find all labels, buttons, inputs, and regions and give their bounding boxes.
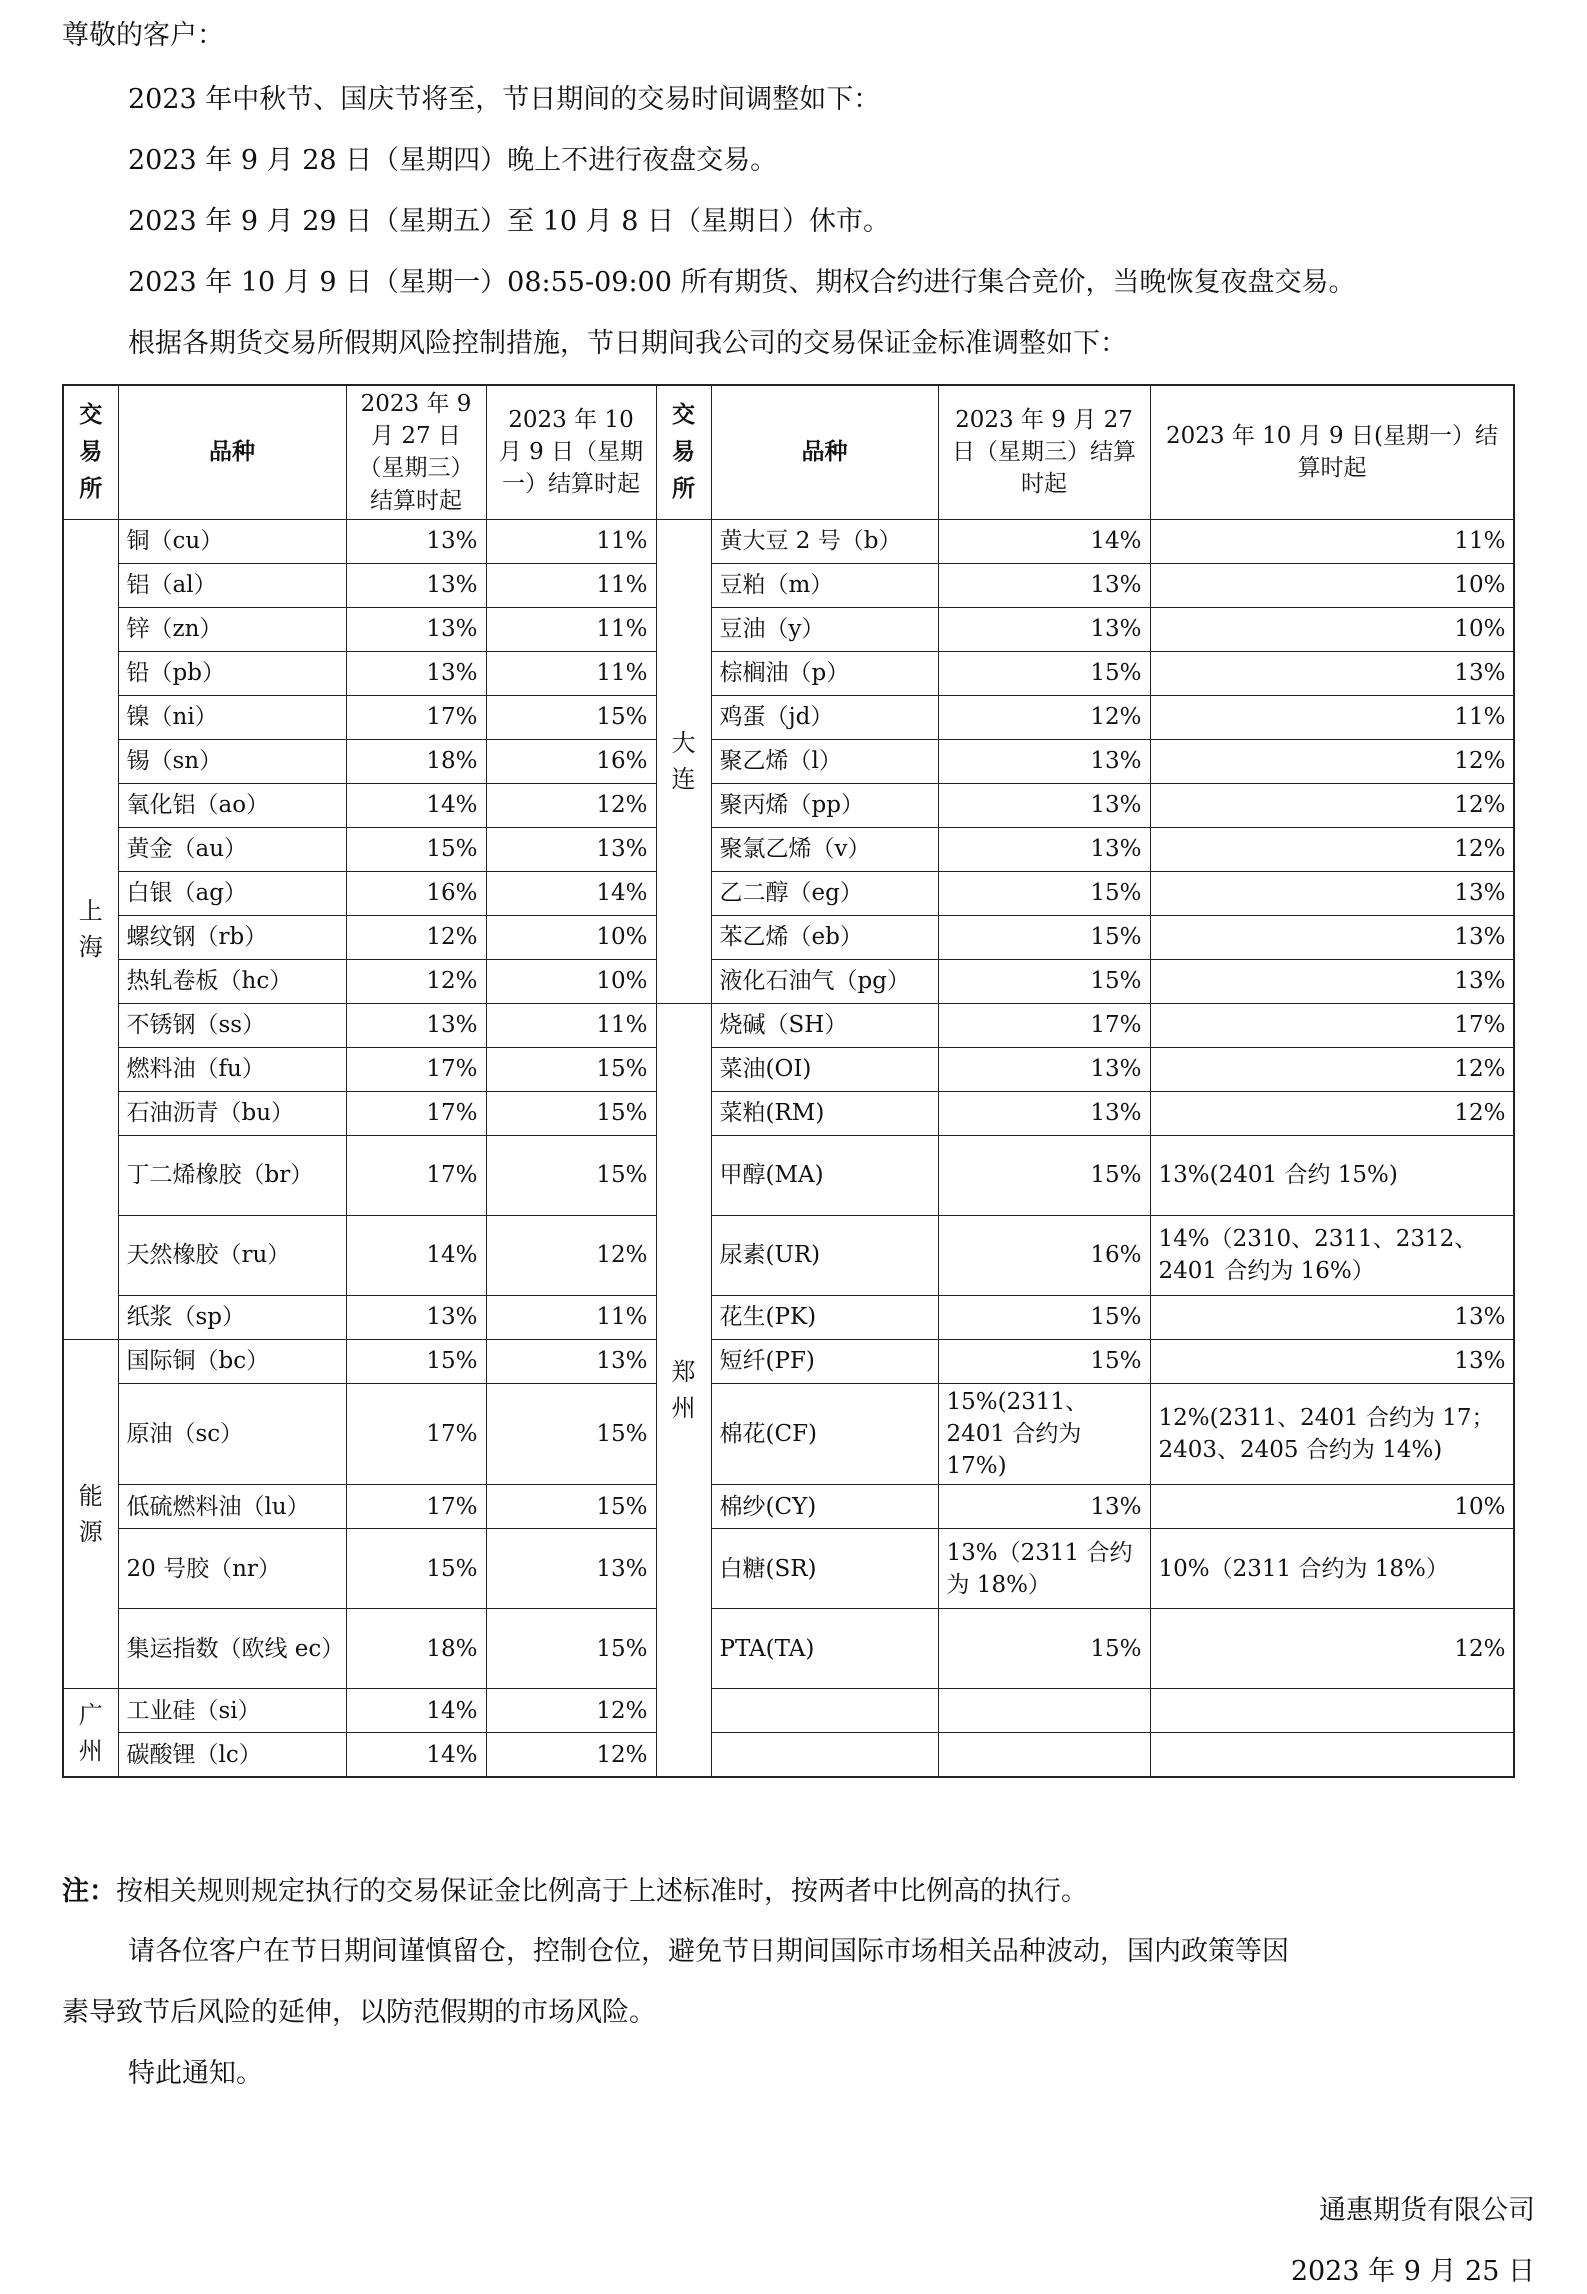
margin-cell: 11% [486, 1003, 656, 1047]
margin-cell: 15% [938, 959, 1150, 1003]
product-cell: 镍（ni） [118, 695, 346, 739]
product-cell: 短纤(PF) [711, 1339, 938, 1383]
product-cell: 锡（sn） [118, 739, 346, 783]
table-row [63, 607, 1514, 651]
margin-cell: 13% [1150, 651, 1514, 695]
product-cell: 聚乙烯（l） [711, 739, 938, 783]
table-row [63, 695, 1514, 739]
margin-cell: 14% [346, 783, 486, 827]
margin-cell: 11% [486, 519, 656, 563]
exchange-cell: 广州 [63, 1689, 118, 1778]
product-cell: 尿素(UR) [711, 1215, 938, 1295]
intro-paragraph: 2023 年中秋节、国庆节将至，节日期间的交易时间调整如下： [128, 84, 881, 115]
table-row [63, 1529, 1514, 1609]
header-oct9: 2023 年 10 月 9 日(星期一）结算时起 [1150, 385, 1514, 519]
margin-cell: 14% [938, 519, 1150, 563]
margin-cell: 11% [486, 1295, 656, 1339]
advice-line: 请各位客户在节日期间谨慎留仓，控制仓位，避免节日期间国际市场相关品种波动，国内政策等因 [128, 1936, 1289, 1967]
margin-cell: 14% [486, 871, 656, 915]
note-text: 按相关规则规定执行的交易保证金比例高于上述标准时，按两者中比例高的执行。 [116, 1876, 1088, 1907]
margin-table [62, 384, 1515, 1778]
advice-line: 素导致节后风险的延伸，以防范假期的市场风险。 [62, 1997, 656, 2028]
table-row [63, 915, 1514, 959]
margin-cell: 13% [938, 1485, 1150, 1529]
margin-cell: 15% [486, 1383, 656, 1485]
table-row [63, 1609, 1514, 1689]
schedule-line: 2023 年 9 月 28 日（星期四）晚上不进行夜盘交易。 [128, 145, 778, 176]
margin-cell: 17% [346, 1135, 486, 1215]
margin-cell: 14% [346, 1689, 486, 1733]
margin-cell: 11% [486, 607, 656, 651]
notice-date: 2023 年 9 月 25 日 [1290, 2256, 1535, 2287]
margin-cell: 13% [938, 563, 1150, 607]
product-cell: 丁二烯橡胶（br） [118, 1135, 346, 1215]
margin-cell: 14% [346, 1733, 486, 1778]
product-cell: PTA(TA) [711, 1609, 938, 1689]
product-cell: 聚丙烯（pp） [711, 783, 938, 827]
margin-cell: 13% [938, 783, 1150, 827]
product-cell: 铝（al） [118, 563, 346, 607]
margin-cell: 17% [346, 1383, 486, 1485]
product-cell: 豆油（y） [711, 607, 938, 651]
margin-cell: 13% [346, 1295, 486, 1339]
margin-cell: 17% [1150, 1003, 1514, 1047]
margin-cell: 10% [486, 959, 656, 1003]
product-cell: 工业硅（si） [118, 1689, 346, 1733]
margin-cell: 13% [346, 563, 486, 607]
table-row [63, 871, 1514, 915]
margin-cell: 12% [346, 959, 486, 1003]
margin-cell: 13% [1150, 871, 1514, 915]
margin-cell: 13% [346, 607, 486, 651]
margin-cell: 11% [1150, 519, 1514, 563]
margin-cell: 10% [1150, 607, 1514, 651]
product-cell: 集运指数（欧线 ec） [118, 1609, 346, 1689]
table-row [63, 1215, 1514, 1295]
schedule-line: 2023 年 10 月 9 日（星期一）08:55-09:00 所有期货、期权合约进行集合竞价，当晚恢复夜盘交易。 [128, 267, 1356, 298]
product-cell: 鸡蛋（jd） [711, 695, 938, 739]
table-row [63, 651, 1514, 695]
table-row [63, 1689, 1514, 1733]
margin-cell: 12% [486, 1215, 656, 1295]
margin-cell: 13% [1150, 1295, 1514, 1339]
product-cell: 白糖(SR) [711, 1529, 938, 1609]
margin-cell: 12% [1150, 739, 1514, 783]
margin-cell: 18% [346, 1609, 486, 1689]
table-row [63, 783, 1514, 827]
margin-cell: 13% [1150, 1339, 1514, 1383]
table-header-row [63, 385, 1514, 519]
margin-cell: 15% [938, 1295, 1150, 1339]
margin-cell: 17% [938, 1003, 1150, 1047]
table-row [63, 1485, 1514, 1529]
table-row [63, 1383, 1514, 1485]
margin-cell: 15% [486, 695, 656, 739]
margin-cell: 13% [938, 1091, 1150, 1135]
margin-cell: 13% [486, 827, 656, 871]
margin-cell: 13% [938, 607, 1150, 651]
exchange-cell [711, 1689, 938, 1733]
product-cell: 石油沥青（bu） [118, 1091, 346, 1135]
margin-cell: 15% [346, 1529, 486, 1609]
margin-cell: 17% [346, 1047, 486, 1091]
table-row [63, 1091, 1514, 1135]
product-cell: 棉纱(CY) [711, 1485, 938, 1529]
product-cell: 花生(PK) [711, 1295, 938, 1339]
product-cell: 纸浆（sp） [118, 1295, 346, 1339]
margin-cell: 12% [486, 1689, 656, 1733]
margin-cell: 15%(2311、2401 合约为 17%) [938, 1383, 1150, 1485]
margin-cell: 16% [486, 739, 656, 783]
margin-cell: 12% [1150, 1091, 1514, 1135]
header-sep27: 2023 年 9 月 27 日（星期三）结算时起 [938, 385, 1150, 519]
margin-cell [1150, 1733, 1514, 1778]
product-cell: 黄金（au） [118, 827, 346, 871]
margin-cell: 17% [346, 1091, 486, 1135]
margin-cell: 17% [346, 1485, 486, 1529]
product-cell: 苯乙烯（eb） [711, 915, 938, 959]
product-cell: 原油（sc） [118, 1383, 346, 1485]
header-product: 品种 [711, 385, 938, 519]
margin-cell: 15% [938, 651, 1150, 695]
margin-cell: 15% [938, 871, 1150, 915]
margin-cell: 12% [486, 1733, 656, 1778]
table-row [63, 1135, 1514, 1215]
margin-cell: 15% [486, 1135, 656, 1215]
product-cell: 白银（ag） [118, 871, 346, 915]
margin-cell: 15% [486, 1047, 656, 1091]
table-row [63, 739, 1514, 783]
exchange-cell: 大连 [656, 519, 711, 1003]
greeting: 尊敬的客户： [62, 20, 224, 51]
margin-cell: 13% [486, 1339, 656, 1383]
margin-cell: 16% [346, 871, 486, 915]
table-row [63, 1003, 1514, 1047]
margin-cell: 15% [938, 915, 1150, 959]
product-cell: 液化石油气（pg） [711, 959, 938, 1003]
product-cell [938, 1689, 1150, 1733]
margin-cell: 12%(2311、2401 合约为 17；2403、2405 合约为 14%) [1150, 1383, 1514, 1485]
product-cell: 乙二醇（eg） [711, 871, 938, 915]
company-signature: 通惠期货有限公司 [1319, 2195, 1535, 2226]
product-cell: 棕榈油（p） [711, 651, 938, 695]
product-cell: 锌（zn） [118, 607, 346, 651]
margin-cell: 11% [486, 563, 656, 607]
margin-cell: 15% [486, 1091, 656, 1135]
margin-cell: 15% [486, 1609, 656, 1689]
margin-cell: 12% [1150, 1047, 1514, 1091]
table-row [63, 959, 1514, 1003]
margin-cell: 13% [346, 651, 486, 695]
note [62, 1878, 1088, 1905]
product-cell: 棉花(CF) [711, 1383, 938, 1485]
margin-cell: 15% [938, 1339, 1150, 1383]
margin-cell: 12% [1150, 783, 1514, 827]
margin-cell: 13%(2401 合约 15%) [1150, 1135, 1514, 1215]
margin-cell: 15% [346, 1339, 486, 1383]
margin-cell: 13% [938, 1047, 1150, 1091]
table-body [63, 519, 1514, 1777]
product-cell: 氧化铝（ao） [118, 783, 346, 827]
header-sep27: 2023 年 9 月 27 日（星期三）结算时起 [346, 385, 486, 519]
exchange-cell: 上海 [63, 519, 118, 1339]
product-cell: 菜油(OI) [711, 1047, 938, 1091]
table-row [63, 1733, 1514, 1778]
product-cell: 低硫燃料油（lu） [118, 1485, 346, 1529]
product-cell: 烧碱（SH） [711, 1003, 938, 1047]
margin-cell: 15% [346, 827, 486, 871]
product-cell: 铜（cu） [118, 519, 346, 563]
margin-cell: 13%（2311 合约为 18%） [938, 1529, 1150, 1609]
table-row [63, 1047, 1514, 1091]
margin-cell: 18% [346, 739, 486, 783]
header-oct9: 2023 年 10 月 9 日（星期一）结算时起 [486, 385, 656, 519]
margin-cell: 13% [346, 1003, 486, 1047]
margin-cell: 16% [938, 1215, 1150, 1295]
margin-cell: 15% [486, 1485, 656, 1529]
product-cell: 铅（pb） [118, 651, 346, 695]
margin-cell: 10% [486, 915, 656, 959]
margin-intro: 根据各期货交易所假期风险控制措施，节日期间我公司的交易保证金标准调整如下： [128, 328, 1127, 359]
table-row [63, 519, 1514, 563]
table-row [63, 563, 1514, 607]
product-cell: 豆粕（m） [711, 563, 938, 607]
margin-cell: 13% [346, 519, 486, 563]
margin-cell: 10% [1150, 1485, 1514, 1529]
table-row [63, 827, 1514, 871]
margin-cell: 13% [486, 1529, 656, 1609]
product-cell [938, 1733, 1150, 1778]
margin-cell: 10%（2311 合约为 18%） [1150, 1529, 1514, 1609]
margin-cell: 17% [346, 695, 486, 739]
product-cell: 螺纹钢（rb） [118, 915, 346, 959]
margin-cell: 12% [486, 783, 656, 827]
exchange-cell: 郑州 [656, 1003, 711, 1777]
product-cell: 天然橡胶（ru） [118, 1215, 346, 1295]
closing: 特此通知。 [128, 2058, 263, 2089]
product-cell: 国际铜（bc） [118, 1339, 346, 1383]
product-cell: 黄大豆 2 号（b） [711, 519, 938, 563]
margin-cell: 13% [938, 827, 1150, 871]
margin-cell: 12% [346, 915, 486, 959]
product-cell: 甲醇(MA) [711, 1135, 938, 1215]
product-cell: 不锈钢（ss） [118, 1003, 346, 1047]
table-row [63, 1295, 1514, 1339]
margin-cell: 14%（2310、2311、2312、2401 合约为 16%） [1150, 1215, 1514, 1295]
margin-cell: 12% [1150, 1609, 1514, 1689]
header-exchange: 交易所 [656, 385, 711, 519]
product-cell: 碳酸锂（lc） [118, 1733, 346, 1778]
product-cell: 20 号胶（nr） [118, 1529, 346, 1609]
margin-cell: 15% [938, 1609, 1150, 1689]
margin-cell: 11% [486, 651, 656, 695]
margin-cell: 12% [938, 695, 1150, 739]
margin-cell [1150, 1689, 1514, 1733]
product-cell: 热轧卷板（hc） [118, 959, 346, 1003]
product-cell: 聚氯乙烯（v） [711, 827, 938, 871]
margin-cell: 13% [1150, 959, 1514, 1003]
margin-cell: 10% [1150, 563, 1514, 607]
margin-cell: 11% [1150, 695, 1514, 739]
schedule-line: 2023 年 9 月 29 日（星期五）至 10 月 8 日（星期日）休市。 [128, 206, 891, 237]
margin-cell: 15% [938, 1135, 1150, 1215]
margin-cell: 13% [1150, 915, 1514, 959]
product-cell: 燃料油（fu） [118, 1047, 346, 1091]
product-cell: 菜粕(RM) [711, 1091, 938, 1135]
exchange-cell: 能源 [63, 1339, 118, 1689]
exchange-cell [711, 1733, 938, 1778]
margin-cell: 12% [1150, 827, 1514, 871]
table-row [63, 1339, 1514, 1383]
header-product: 品种 [118, 385, 346, 519]
note-label: 注： [62, 1876, 116, 1907]
margin-cell: 13% [938, 739, 1150, 783]
margin-cell: 14% [346, 1215, 486, 1295]
header-exchange: 交易所 [63, 385, 118, 519]
